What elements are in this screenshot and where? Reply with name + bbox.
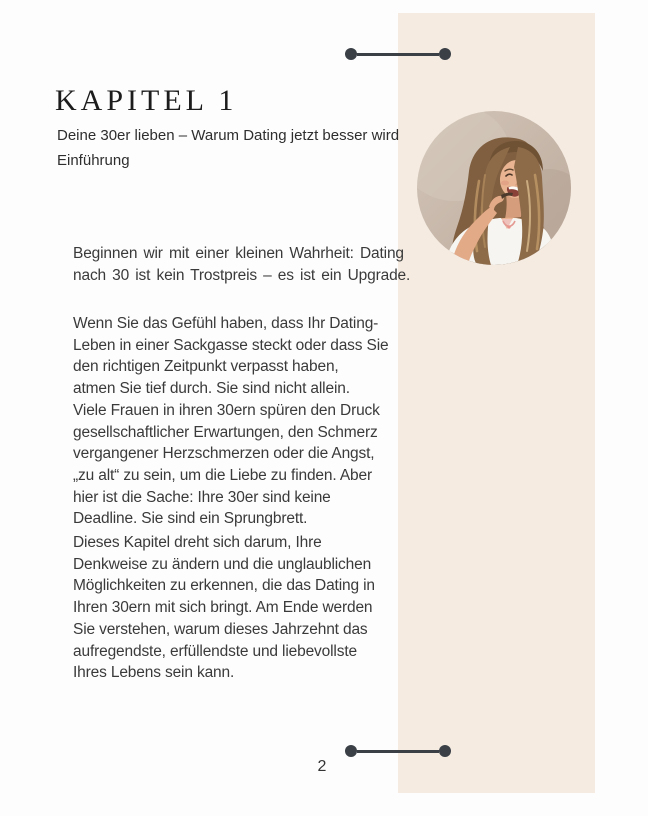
divider-dot-left bbox=[345, 48, 357, 60]
chapter-subtitle bbox=[57, 123, 399, 173]
text-line: nach 30 ist kein Trostpreis – es ist ein Upgrade. bbox=[73, 266, 411, 284]
divider-dot-right bbox=[439, 48, 451, 60]
text-line: hier ist die Sache: Ihre 30er sind keine bbox=[73, 488, 331, 506]
text-line: Dieses Kapitel dreht sich darum, Ihre bbox=[73, 534, 322, 551]
text-line: aufregendste, erfüllendste und liebevollste bbox=[73, 642, 357, 660]
divider-top bbox=[345, 48, 451, 60]
paragraph-intro bbox=[73, 243, 410, 286]
text-line: „zu alt“ zu sein, um die Liebe zu finden. Aber bbox=[73, 466, 372, 484]
divider-dot-left bbox=[345, 745, 357, 757]
divider-line bbox=[357, 750, 439, 753]
divider-dot-right bbox=[439, 745, 451, 757]
text-line: Sie verstehen, warum dieses Jahrzehnt das bbox=[73, 620, 368, 638]
text-line: Wenn Sie das Gefühl haben, dass Ihr Dating- bbox=[73, 315, 379, 332]
text-line: Deadline. Sie sind ein Sprungbrett. bbox=[73, 510, 308, 528]
text-line: Leben in einer Sackgasse steckt oder dass Sie bbox=[73, 336, 389, 354]
divider-bottom bbox=[345, 745, 451, 757]
author-photo bbox=[417, 111, 571, 265]
chapter-title: KAPITEL 1 bbox=[55, 84, 238, 117]
text-line: Beginnen wir mit einer kleinen Wahrheit: Dating bbox=[73, 245, 404, 262]
text-line: Deine 30er lieben – Warum Dating jetzt besser wird bbox=[57, 127, 400, 144]
text-line: gesellschaftlicher Erwartungen, den Schmerz bbox=[73, 423, 378, 441]
text-line: Möglichkeiten zu erkennen, die das Dating in bbox=[73, 577, 375, 595]
text-line: Denkweise zu ändern und die unglaublichen bbox=[73, 555, 372, 573]
smiling-woman-portrait-illustration bbox=[417, 111, 571, 265]
text-line: atmen Sie tief durch. Sie sind nicht allein. bbox=[73, 380, 350, 398]
text-line: Einführung bbox=[57, 152, 130, 169]
text-line: Viele Frauen in ihren 30ern spüren den Druck bbox=[73, 401, 380, 419]
text-line: den richtigen Zeitpunkt verpasst haben, bbox=[73, 358, 339, 376]
text-line: vergangener Herzschmerzen oder die Angst, bbox=[73, 445, 375, 463]
page-number: 2 bbox=[317, 758, 327, 775]
text-line: Ihren 30ern mit sich bringt. Am Ende werden bbox=[73, 599, 373, 617]
paragraph-closing bbox=[73, 532, 375, 684]
divider-line bbox=[357, 53, 439, 56]
paragraph-main bbox=[73, 313, 389, 530]
text-line: Ihres Lebens sein kann. bbox=[73, 664, 235, 682]
